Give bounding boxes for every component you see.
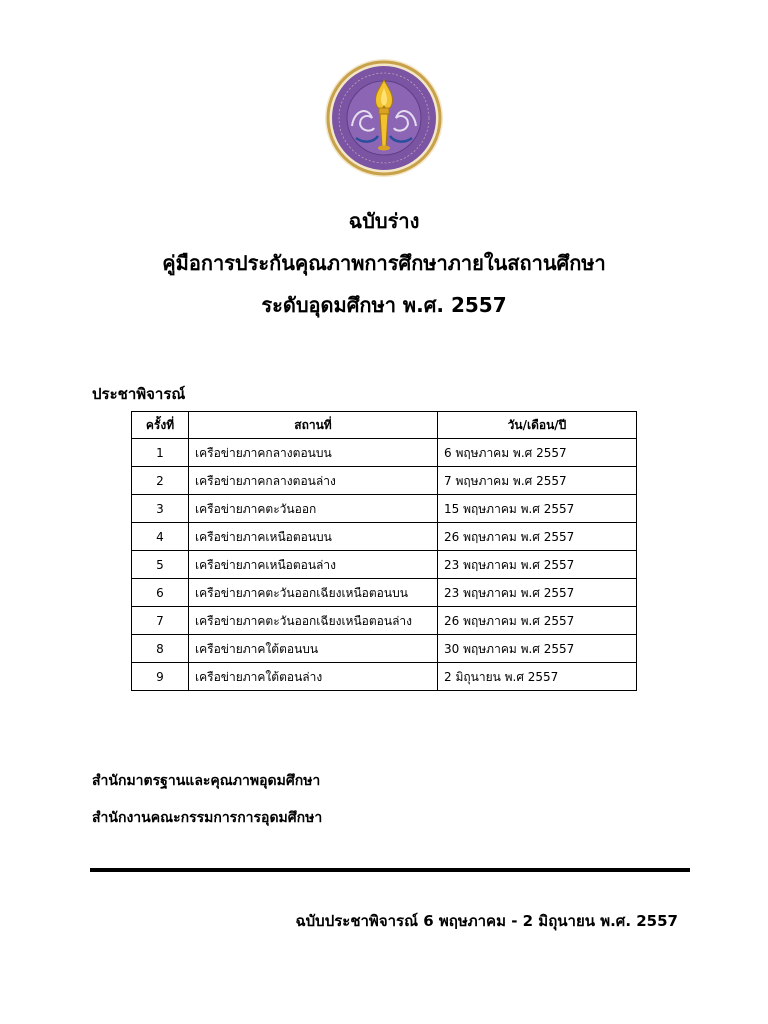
footer-edition: ฉบับประชาพิจารณ์ 6 พฤษภาคม - 2 มิถุนายน พ.ศ. 2557: [295, 912, 678, 930]
table-row: [132, 523, 637, 551]
table-row: [132, 495, 637, 523]
table-row: [132, 439, 637, 467]
hearing-schedule-table: [131, 411, 637, 691]
cell-round: 7: [132, 607, 189, 635]
header-round: ครั้งที่: [132, 412, 189, 439]
cell-date: 26 พฤษภาคม พ.ศ 2557: [438, 607, 637, 635]
title-block: [0, 200, 768, 326]
cell-round: 3: [132, 495, 189, 523]
draft-label: ฉบับร่าง: [348, 209, 420, 233]
cell-round: 1: [132, 439, 189, 467]
table-row: [132, 607, 637, 635]
org-line-2: สำนักงานคณะกรรมการการอุดมศึกษา: [92, 810, 323, 826]
header-place: สถานที่: [189, 412, 438, 439]
cell-place: เครือข่ายภาคตะวันออกเฉียงเหนือตอนบน: [189, 579, 438, 607]
table-row: [132, 551, 637, 579]
cell-round: 9: [132, 663, 189, 691]
cell-place: เครือข่ายภาคกลางตอนบน: [189, 439, 438, 467]
cell-date: 23 พฤษภาคม พ.ศ 2557: [438, 579, 637, 607]
cell-date: 23 พฤษภาคม พ.ศ 2557: [438, 551, 637, 579]
cell-place: เครือข่ายภาคตะวันออก: [189, 495, 438, 523]
cell-round: 6: [132, 579, 189, 607]
cell-date: 30 พฤษภาคม พ.ศ 2557: [438, 635, 637, 663]
cell-date: 7 พฤษภาคม พ.ศ 2557: [438, 467, 637, 495]
cell-date: 2 มิถุนายน พ.ศ 2557: [438, 663, 637, 691]
cell-date: 6 พฤษภาคม พ.ศ 2557: [438, 439, 637, 467]
cell-date: 15 พฤษภาคม พ.ศ 2557: [438, 495, 637, 523]
org-line-1: สำนักมาตรฐานและคุณภาพอุดมศึกษา: [92, 773, 321, 789]
divider-rule: [90, 868, 690, 872]
cell-place: เครือข่ายภาคตะวันออกเฉียงเหนือตอนล่าง: [189, 607, 438, 635]
cell-place: เครือข่ายภาคเหนือตอนล่าง: [189, 551, 438, 579]
cell-round: 8: [132, 635, 189, 663]
table-row: [132, 635, 637, 663]
cell-place: เครือข่ายภาคเหนือตอนบน: [189, 523, 438, 551]
cell-place: เครือข่ายภาคกลางตอนล่าง: [189, 467, 438, 495]
torch-emblem-icon: [324, 58, 444, 178]
cell-round: 5: [132, 551, 189, 579]
cell-place: เครือข่ายภาคใต้ตอนบน: [189, 635, 438, 663]
document-subtitle: ระดับอุดมศึกษา พ.ศ. 2557: [261, 293, 507, 317]
cell-round: 2: [132, 467, 189, 495]
hearing-label: ประชาพิจารณ์: [92, 385, 186, 403]
cell-round: 4: [132, 523, 189, 551]
header-date: วัน/เดือน/ปี: [438, 412, 637, 439]
document-title: คู่มือการประกันคุณภาพการศึกษาภายในสถานศึกษา: [162, 251, 606, 275]
table-row: [132, 467, 637, 495]
table-header-row: [132, 412, 637, 439]
table-row: [132, 579, 637, 607]
table-row: [132, 663, 637, 691]
cell-date: 26 พฤษภาคม พ.ศ 2557: [438, 523, 637, 551]
cell-place: เครือข่ายภาคใต้ตอนล่าง: [189, 663, 438, 691]
